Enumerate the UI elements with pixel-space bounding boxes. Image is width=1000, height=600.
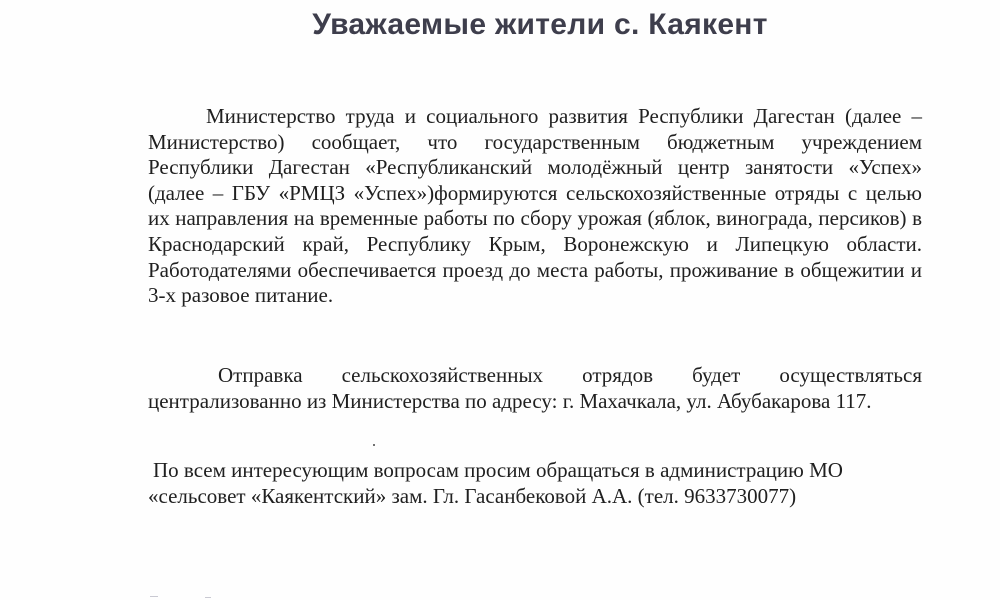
scan-edge-mark (205, 597, 211, 598)
scan-speck (373, 444, 375, 446)
document-title: Уважаемые жители с. Каякент (312, 8, 768, 41)
paragraph-recruitment-notice: Министерство труда и социального развития Республики Дагестан (далее – Министерство) сообщает, что государственным бюджетным учреждением Республики Дагестан «Республиканский молодёжный центр занятости «Успех» (далее – ГБУ «РМЦЗ «Успех»)формируются сельскохозяйственные отряды с целью их направления на временные работы по сбору урожая (яблок, винограда, персиков) в Краснодарский край, Республику Крым, Воронежскую и Липецкую области. Работодателями обеспечивается проезд до места работы, проживание в общежитии и 3-х разовое питание. (148, 104, 922, 308)
paragraph-contact-info: По всем интересующим вопросам просим обращаться в администрацию МО «сельсовет «Каякентский» зам. Гл. Гасанбековой А.А. (тел. 9633730077) (148, 458, 843, 508)
paragraph-departure-location: Отправка сельскохозяйственных отрядов будет осуществляться централизованно из Министерства по адресу: г. Махачкала, ул. Абубакарова 117. (148, 363, 922, 413)
scan-edge-mark (150, 596, 158, 597)
